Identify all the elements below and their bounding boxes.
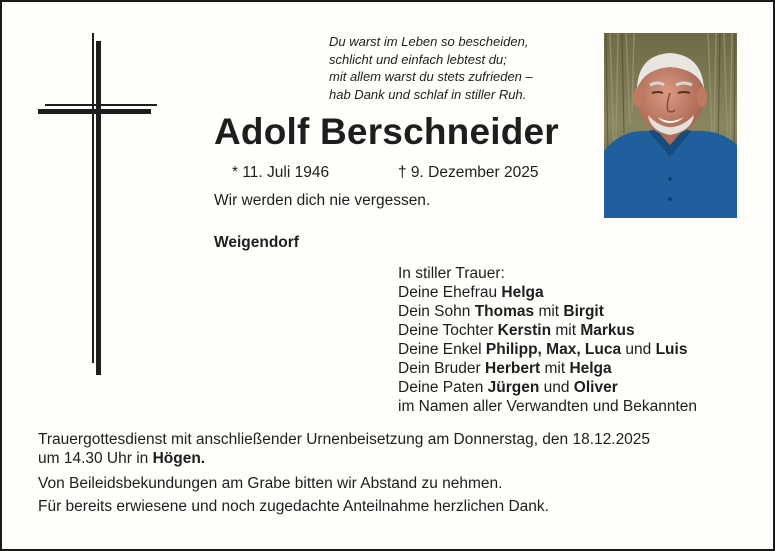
- death-date: † 9. Dezember 2025: [398, 164, 539, 181]
- service-time-text: um 14.30 Uhr in: [38, 450, 153, 467]
- mourner-name: Thomas: [474, 303, 535, 320]
- poem-line: schlicht und einfach lebtest du;: [329, 51, 507, 67]
- relation-label: Deine Tochter: [398, 322, 498, 339]
- mourner-name: Oliver: [573, 379, 618, 396]
- relation-label: Deine Ehefrau: [398, 284, 502, 301]
- relation-label: Dein Bruder: [398, 360, 486, 377]
- mourners-closing: im Namen aller Verwandten und Bekannten: [398, 398, 697, 415]
- mourner-name: Philipp, Max, Luca: [485, 341, 622, 358]
- motto: Wir werden dich nie vergessen.: [214, 192, 431, 209]
- mourners-intro: In stiller Trauer:: [398, 265, 505, 282]
- mourner-name: Helga: [501, 284, 544, 301]
- connector-text: und: [539, 379, 574, 396]
- condolence-note: Von Beileidsbekundungen am Grabe bitten wir Abstand zu nehmen.: [38, 475, 503, 492]
- connector-text: mit: [534, 303, 564, 320]
- service-line: Trauergottesdienst mit anschließender Urnenbeisetzung am Donnerstag, den 18.12.2025: [38, 431, 651, 448]
- mourner-name: Markus: [580, 322, 635, 339]
- poem-line: mit allem warst du stets zufrieden –: [329, 69, 533, 84]
- mourners-list: [398, 264, 697, 416]
- service-time: [38, 449, 650, 468]
- mourner-daughter: [398, 321, 697, 340]
- cross-icon: [38, 33, 158, 375]
- mourner-name: Helga: [569, 360, 612, 377]
- mourner-son: [398, 302, 697, 321]
- mourner-brother: [398, 359, 697, 378]
- home-town: Weigendorf: [214, 234, 299, 251]
- mourner-godchildren: [398, 378, 697, 397]
- connector-text: mit: [551, 322, 581, 339]
- relation-label: Deine Enkel: [398, 341, 486, 358]
- deceased-name: Adolf Berschneider: [214, 111, 559, 152]
- connector-text: und: [621, 341, 656, 358]
- poem: [329, 33, 533, 103]
- portrait-photo: [604, 33, 737, 218]
- relation-label: Dein Sohn: [398, 303, 475, 320]
- connector-text: mit: [540, 360, 570, 377]
- mourner-grandchildren: [398, 340, 697, 359]
- relation-label: Deine Paten: [398, 379, 488, 396]
- mourner-name: Luis: [655, 341, 688, 358]
- mourner-name: Birgit: [563, 303, 604, 320]
- mourner-name: Herbert: [485, 360, 541, 377]
- poem-line: hab Dank und schlaf in stiller Ruh.: [329, 86, 527, 102]
- mourner-wife: [398, 283, 697, 302]
- poem-line: Du warst im Leben so bescheiden,: [329, 34, 529, 49]
- service-place: Högen.: [152, 450, 206, 467]
- service-info: [38, 430, 650, 468]
- mourner-name: Jürgen: [487, 379, 540, 396]
- mourner-name: Kerstin: [497, 322, 552, 339]
- thanks-note: Für bereits erwiesene und noch zugedachte Anteilnahme herzlichen Dank.: [38, 498, 549, 515]
- birth-date: * 11. Juli 1946: [232, 164, 330, 181]
